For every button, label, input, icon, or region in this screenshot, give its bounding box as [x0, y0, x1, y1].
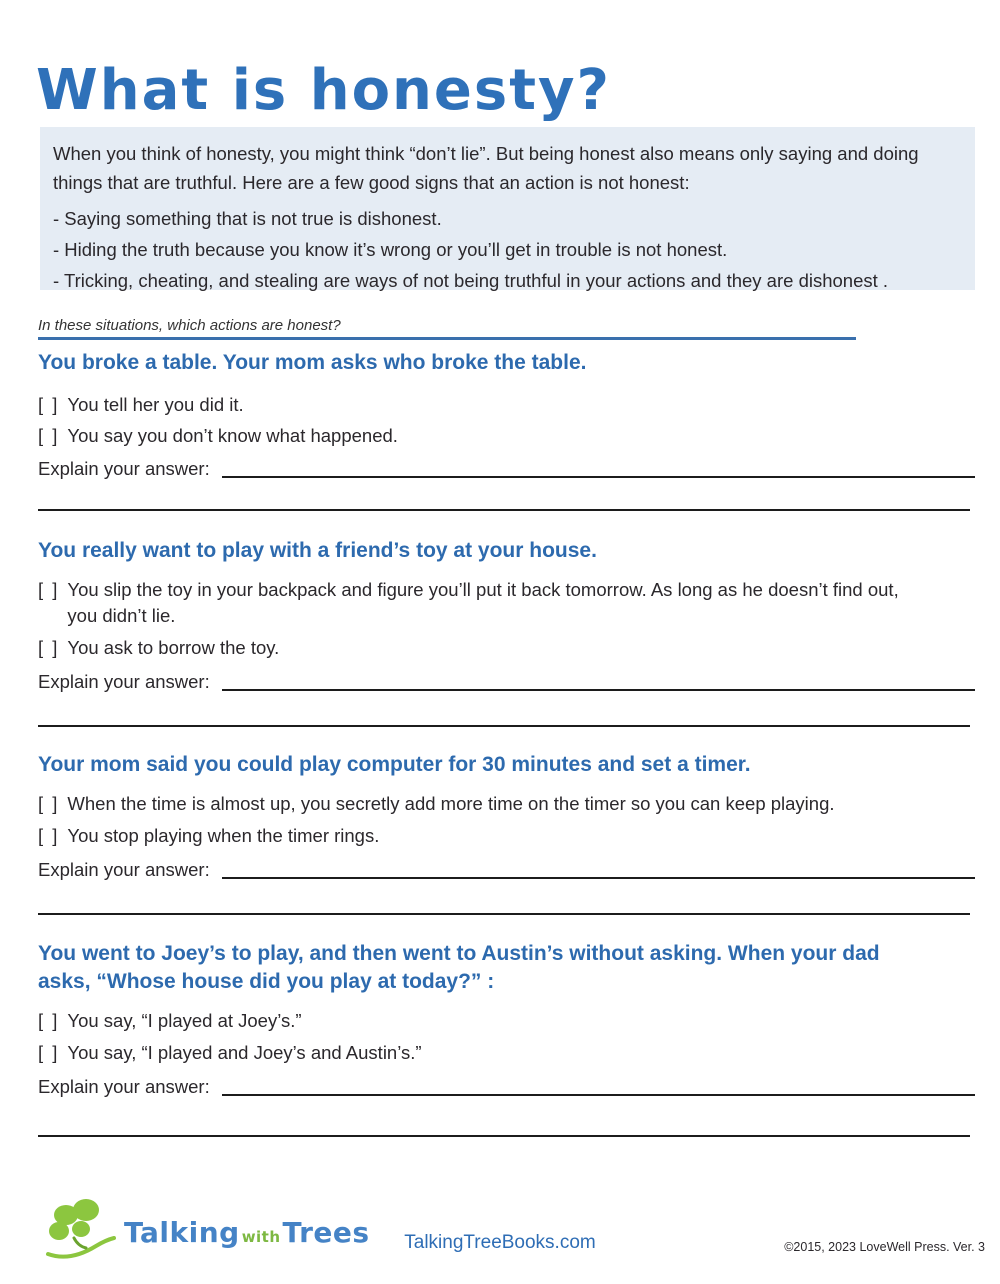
intro-bullet: - Hiding the truth because you know it’s wrong or you’ll get in trouble is not honest.: [53, 239, 728, 260]
option-label: You slip the toy in your backpack and figure you’ll put it back tomorrow. As long as he doesn’t find out, you didn’t lie.: [67, 579, 899, 626]
option-label: You stop playing when the timer rings.: [67, 825, 380, 846]
answer-line[interactable]: [38, 509, 970, 511]
answer-line[interactable]: [38, 725, 970, 727]
section-friends-toy: [38, 537, 975, 693]
option-row: [38, 423, 975, 449]
checkbox[interactable]: [ ]: [38, 793, 60, 814]
answer-line[interactable]: [38, 1135, 970, 1137]
checkbox[interactable]: [ ]: [38, 1010, 60, 1031]
answer-line[interactable]: [38, 913, 970, 915]
intro-bullet: - Saying something that is not true is dishonest.: [53, 208, 442, 229]
intro-bullet: - Tricking, cheating, and stealing are ways of not being truthful in your actions and they are dishonest .: [53, 270, 889, 291]
instruction-divider: [38, 337, 856, 340]
checkbox[interactable]: [ ]: [38, 579, 60, 600]
logo-trees: Trees: [282, 1215, 370, 1249]
checkbox[interactable]: [ ]: [38, 425, 60, 446]
option-label: You ask to borrow the toy.: [67, 637, 280, 658]
option-row: [38, 1040, 975, 1066]
copyright-text: ©2015, 2023 LoveWell Press. Ver. 3: [784, 1240, 985, 1254]
logo-talking: Talking: [124, 1215, 240, 1249]
answer-line[interactable]: [222, 669, 975, 691]
instruction-text: In these situations, which actions are honest?: [38, 317, 341, 334]
logo-with: with: [241, 1227, 281, 1246]
explain-label: Explain your answer:: [38, 859, 210, 880]
intro-box: [40, 127, 975, 290]
section-broken-table: [38, 349, 975, 480]
section-heading: You went to Joey’s to play, and then went to Austin’s without asking. When your dad asks, “Whose house did you play at today?” :: [38, 942, 880, 993]
section-heading: Your mom said you could play computer for 30 minutes and set a timer.: [38, 753, 751, 776]
checkbox[interactable]: [ ]: [38, 394, 60, 415]
page-title: What is honesty?: [36, 58, 611, 123]
option-row: [38, 635, 975, 661]
option-row: [38, 392, 975, 418]
answer-line[interactable]: [222, 857, 975, 879]
section-computer-timer: [38, 751, 975, 881]
option-row: [38, 1008, 975, 1034]
explain-row: [38, 456, 975, 480]
option-row: [38, 823, 975, 849]
answer-line[interactable]: [222, 456, 975, 478]
option-label: You say, “I played at Joey’s.”: [67, 1010, 302, 1031]
answer-line[interactable]: [222, 1074, 975, 1096]
option-label: You say, “I played and Joey’s and Austin’s.”: [67, 1042, 422, 1063]
section-heading: You broke a table. Your mom asks who broke the table.: [38, 351, 587, 374]
option-row: [38, 791, 975, 817]
option-label: You say you don’t know what happened.: [67, 425, 398, 446]
option-label: You tell her you did it.: [67, 394, 244, 415]
checkbox[interactable]: [ ]: [38, 825, 60, 846]
explain-row: [38, 669, 975, 693]
explain-label: Explain your answer:: [38, 458, 210, 479]
website-link[interactable]: TalkingTreeBooks.com: [404, 1232, 596, 1253]
option-label: When the time is almost up, you secretly add more time on the timer so you can keep playing.: [67, 793, 835, 814]
checkbox[interactable]: [ ]: [38, 637, 60, 658]
section-heading: You really want to play with a friend’s toy at your house.: [38, 539, 597, 562]
explain-row: [38, 1074, 975, 1098]
section-joeys-house: [38, 940, 975, 1098]
option-row: [38, 577, 975, 629]
explain-label: Explain your answer:: [38, 671, 210, 692]
checkbox[interactable]: [ ]: [38, 1042, 60, 1063]
explain-row: [38, 857, 975, 881]
intro-paragraph: When you think of honesty, you might think “don’t lie”. But being honest also means only saying and doing things that are truthful. Here are a few good signs that an action is not honest:: [53, 143, 919, 193]
explain-label: Explain your answer:: [38, 1076, 210, 1097]
